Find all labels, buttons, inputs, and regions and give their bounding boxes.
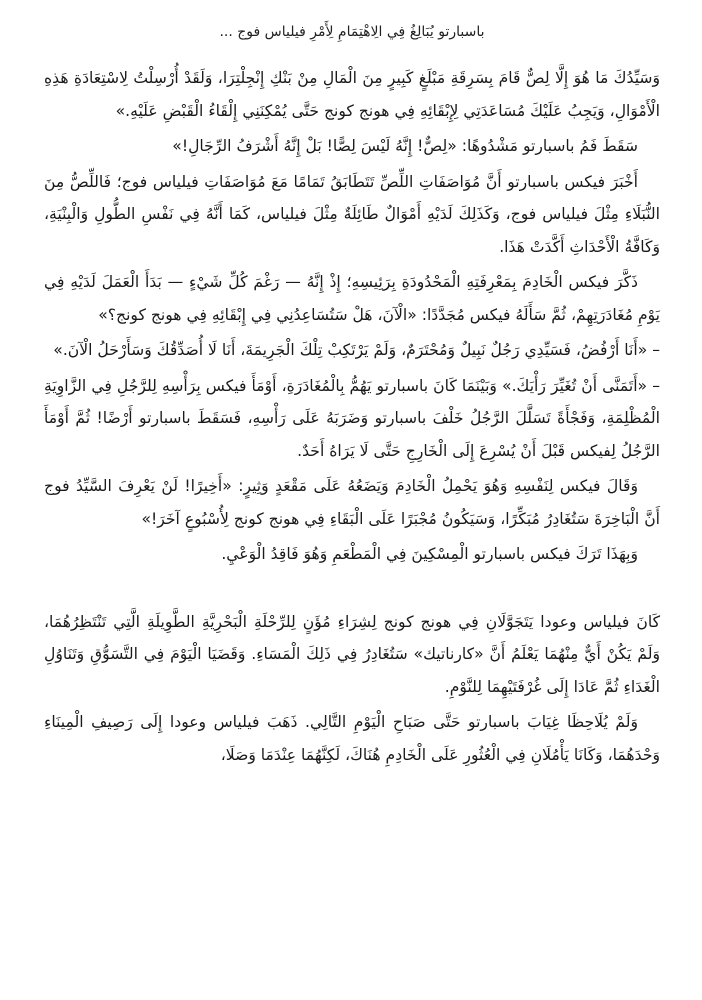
paragraph-2: سَقَطَ فَمُ باسبارتو مَشْدُوهًا: «لِصٌّ! إِنَّهُ لَيْسَ لِصًّا! بَلْ إِنَّهُ أَشْرَفُ الرِّجَالِ!» bbox=[172, 137, 638, 155]
paragraph-7: وَقَالَ فيكس لِنَفْسِهِ وَهُوَ يَحْمِلُ الْخَادِمَ وَيَضَعُهُ عَلَى مَقْعَدٍ وَثِيرٍ: «أَخِيرًا! لَنْ يَعْرِفَ السَّيِّدُ فوج أَنَّ الْبَاخِرَةَ سَتُغَادِرُ مُبَكِّرًا، وَسَيَكُونُ مُجْبَرًا عَلَى الْبَقَاءِ فِي هونج كونج لِأُسْبُوعٍ آخَرَ!» bbox=[44, 477, 660, 528]
paragraph-4: ذَكَّرَ فيكس الْخَادِمَ بِمَعْرِفَتِهِ الْمَحْدُودَةِ بِرَئِيسِهِ؛ إِذْ إِنَّهُ — رَغْمَ كُلِّ شَيْءٍ — بَدَأَ الْعَمَلَ لَدَيْهِ فِي يَوْمِ مُغَادَرَتِهِمْ، ثُمَّ سَأَلَهُ فيكس مُجَدَّدًا: «الْآنَ، هَلْ سَتُسَاعِدُنِي فِي إِبْقَائِهِ فِي هونج كونج؟» bbox=[44, 273, 660, 324]
running-header: باسبارتو يُبَالِغُ فِي الِاهْتِمَامِ لِأَمْرِ فيلياس فوج ... bbox=[219, 24, 485, 40]
paragraph-6: – «أَتَمَنَّى أَنْ تُغَيِّرَ رَأْيَكَ.» وَبَيْنَمَا كَانَ باسبارتو يَهُمُّ بِالْمُغَادَرَةِ، أَوْمَأَ فيكس بِرَأْسِهِ لِلرَّجُلِ فِي الزَّاوِيَةِ الْمُظْلِمَةِ، وَفَجْأَةً تَسَلَّلَ الرَّجُلُ خَلْفَ باسبارتو وَضَرَبَهُ عَلَى رَأْسِهِ، فَسَقَطَ باسبارتو أَرْضًا! ثُمَّ أَوْمَأَ الرَّجُلُ لِفيكس قَبْلَ أَنْ يُسْرِعَ إِلَى الْخَارِجِ حَتَّى لَا يَرَاهُ أَحَدٌ. bbox=[44, 376, 660, 460]
section-break bbox=[44, 574, 660, 606]
paragraph-1: وَسَيِّدُكَ مَا هُوَ إِلَّا لِصٌّ قَامَ بِسَرِقَةِ مَبْلَغٍ كَبِيرٍ مِنَ الْمَالِ مِنْ بَنْكِ إِنْجِلْتِرَا، وَلَقَدْ أُرْسِلْتُ لِاسْتِعَادَةِ هَذِهِ الْأَمْوَالِ، وَيَجِبُ عَلَيْكَ مُسَاعَدَتِي لِإِبْقَائِهِ فِي هونج كونج حَتَّى يُمْكِنَنِي إِلْقَاءُ الْقَبْضِ عَلَيْهِ.» bbox=[44, 69, 660, 120]
paragraph-5: – «أَنَا أَرْفُضُ، فَسَيِّدِي رَجُلٌ نَبِيلٌ وَمُحْتَرَمٌ، وَلَمْ يَرْتَكِبْ تِلْكَ الْجَرِيمَةَ، أَنَا لَا أُصَدِّقُكَ وَسَأَرْحَلُ الْآنَ.» bbox=[53, 341, 660, 359]
paragraph-9: كَانَ فيلياس وعودا يَتَجَوَّلَانِ فِي هونج كونج لِشِرَاءِ مُؤَنٍ لِلرِّحْلَةِ الْبَحْرِيَّةِ الطَّوِيلَةِ الَّتِي تَنْتَظِرُهُمَا، وَلَمْ يَكُنْ أَيٌّ مِنْهُمَا يَعْلَمُ أَنَّ «كارناتيك» سَتُغَادِرُ فِي ذَلِكَ الْمَسَاءِ. وَقَضَيَا الْيَوْمَ فِي التَّسَوُّقِ وَتَنَاوُلِ الْغَدَاءِ ثُمَّ عَادَا إِلَى غُرْفَتَيْهِمَا لِلنَّوْمِ. bbox=[44, 612, 660, 696]
paragraph-3: أَخْبَرَ فيكس باسبارتو أَنَّ مُوَاصَفَاتِ اللِّصِّ تَتَطَابَقُ تَمَامًا مَعَ مُوَاصَفَاتِ فيلياس فوج؛ فَاللِّصُّ مِنَ النُّبَلَاءِ مِثْلَ فيلياس فوج، وَكَذَلِكَ لَدَيْهِ أَمْوَالٌ طَائِلَةٌ مِثْلَ فيلياس، كَمَا أَنَّهُ فِي نَفْسِ الطُّولِ وَالْبِنْيَةِ، وَكَافَّةُ الْأَحْدَاثِ أَكَّدَتْ هَذَا. bbox=[44, 172, 660, 256]
paragraph-10: وَلَمْ يُلَاحِظَا غِيَابَ باسبارتو حَتَّى صَبَاحِ الْيَوْمِ التَّالِي. ذَهَبَ فيلياس وعودا إِلَى رَصِيفِ الْمِينَاءِ وَحْدَهُمَا، وَكَانَا يَأْمُلَانِ فِي الْعُثُورِ عَلَى الْخَادِمِ هُنَاكَ، لَكِنَّهُمَا عِنْدَمَا وَصَلَا، bbox=[44, 713, 660, 764]
paragraph-8: وَبِهَذَا تَرَكَ فيكس باسبارتو الْمِسْكِينَ فِي الْمَطْعَمِ وَهُوَ فَاقِدُ الْوَعْيِ. bbox=[221, 545, 638, 563]
